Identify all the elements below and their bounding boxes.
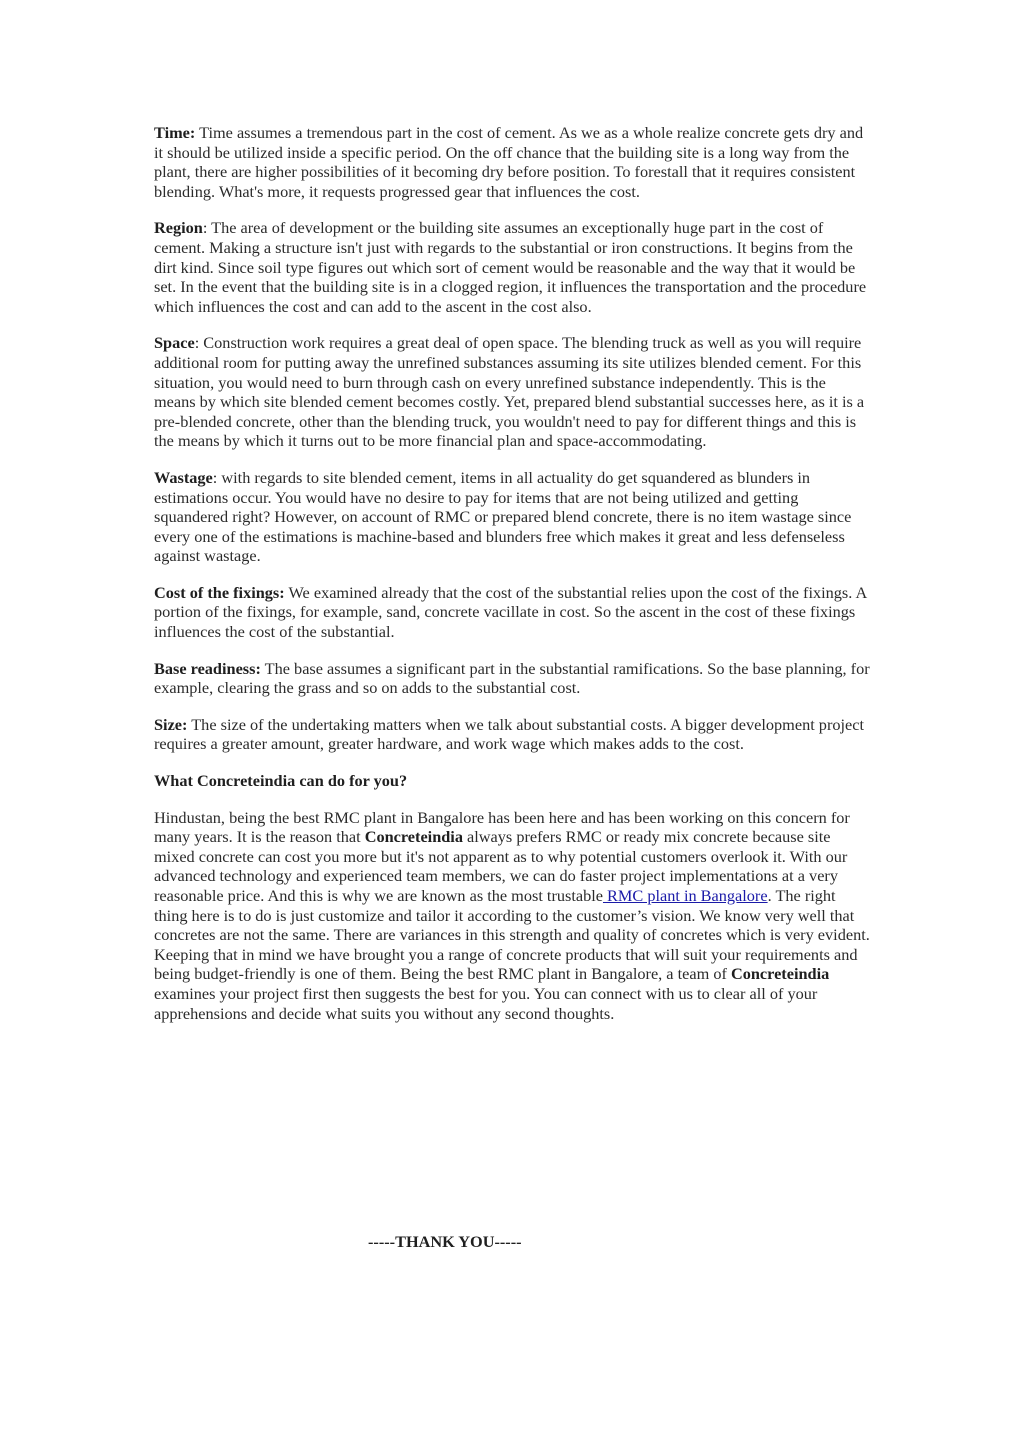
section-text: : Construction work requires a great deal of open space. The blending truck as well as you will require additional room for putting away the unrefined substances assuming its site utilizes blended cement. For this situation, you would need to burn through cash on every unrefined substance independently. This is the means by which site blended cement becomes costly. Yet, prepared blend substantial successes here, as it is a pre-blended concrete, other than the blending truck, you wouldn't need to pay for different things and this is the means by which it turns out to be more financial plan and space-accommodating. xyxy=(154,333,865,451)
closing-text: . The right thing here is to do is just customize and tailor it according to the customer’s vision. We know very well that concretes are not the same. There are variances in this strength and quality of concretes which is very evident. Keeping that in mind we have brought you a range of concrete products that will suit your requirements and being budget-friendly is one of them. Being the best RMC plant in Bangalore, a team of xyxy=(154,886,870,984)
section-term: Cost of the fixings: xyxy=(154,582,285,602)
brand-name: Concreteindia xyxy=(364,827,463,847)
section-heading: What Concreteindia can do for you? xyxy=(154,771,408,791)
section-term: Time: xyxy=(154,123,196,142)
section-text: Time assumes a tremendous part in the cost of cement. As we as a whole realize concrete gets dry and it should be utilized inside a specific period. On the off chance that the building site is a long way from the plant, there are higher possibilities of it becoming dry before position. To forestall that it requires consistent blending. What's more, it requests progressed gear that influences the cost. xyxy=(154,123,864,201)
section-text: We examined already that the cost of the substantial relies upon the cost of the fixings. A portion of the fixings, for example, sand, concrete vacillate in cost. So the ascent in the cost of these fixings influences the cost of the substantial. xyxy=(154,582,867,642)
section-term: Space xyxy=(154,333,195,353)
section-text: : The area of development or the building site assumes an exceptionally huge part in the cost of cement. Making a structure isn't just with regards to the substantial or iron constructions. It begins from the dirt kind. Since soil type figures out which sort of cement would be reasonable and the way that it would be set. In the event that the building site is in a clogged region, it influences the transportation and the procedure which influences the cost and can add to the ascent in the cost also. xyxy=(154,218,867,316)
section-text: The base assumes a significant part in the substantial ramifications. So the base planning, for example, clearing the grass and so on adds to the substantial cost. xyxy=(154,658,870,698)
section-cost-of-fixings xyxy=(154,583,870,642)
section-term: Base readiness: xyxy=(154,658,261,678)
section-text: The size of the undertaking matters when we talk about substantial costs. A bigger development project requires a greater amount, greater hardware, and work wage which makes adds to the cost. xyxy=(154,714,865,754)
section-term: Region xyxy=(154,218,203,238)
section-text: : with regards to site blended cement, items in all actuality do get squandered as blunders in estimations occur. You would have no desire to pay for items that are not being utilized and getting squandered right? However, on account of RMC or prepared blend concrete, there is no item wastage since every one of the estimations is machine-based and blunders free which makes it great and less defenseless against wastage. xyxy=(154,467,852,566)
brand-name: Concreteindia xyxy=(730,964,830,984)
section-size xyxy=(154,715,870,754)
section-base-readiness xyxy=(154,659,870,698)
section-term: Size: xyxy=(154,714,188,734)
section-term: Wastage xyxy=(154,467,213,487)
section-wastage xyxy=(154,468,870,566)
section-time xyxy=(154,123,870,201)
closing-text: always prefers RMC or ready mix concrete because site mixed concrete can cost you more but it's not apparent as to why potential customers overlook it. With our advanced technology and experienced team members, we can do faster project implementations at a very reasonable price. And this is why we are known as the most trustable xyxy=(154,827,848,905)
rmc-plant-link[interactable]: RMC plant in Bangalore xyxy=(602,886,768,905)
closing-text: Hindustan, being the best RMC plant in Bangalore has been here and has been working on this concern for many years. It is the reason that xyxy=(154,807,850,847)
section-region xyxy=(154,218,870,316)
thank-you-footer: -----THANK YOU----- xyxy=(368,1232,522,1251)
document-body xyxy=(154,123,870,1040)
section-space xyxy=(154,333,870,451)
closing-text: examines your project first then suggests the best for you. You can connect with us to clear all of your apprehensions and decide what suits you without any second thoughts. xyxy=(154,983,818,1023)
closing-paragraph xyxy=(154,808,870,1024)
